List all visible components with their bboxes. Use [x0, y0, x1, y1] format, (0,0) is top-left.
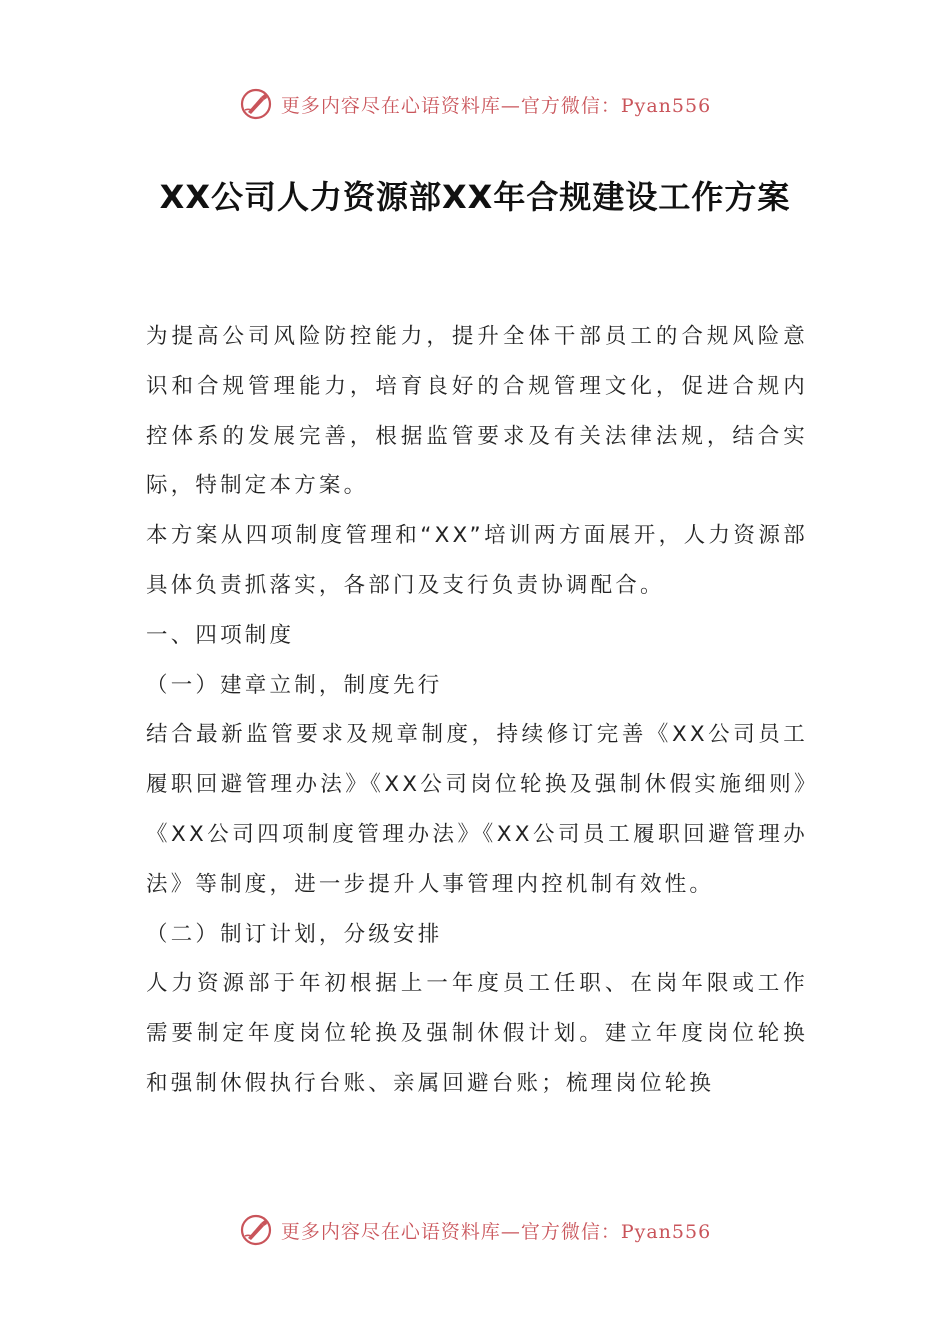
watermark-text: 更多内容尽在心语资料库—官方微信：Pyan556 [280, 1220, 712, 1243]
section-heading-1: 一、四项制度 [146, 622, 295, 648]
subsection-heading-1: （一）建章立制，制度先行 [146, 672, 443, 698]
pen-logo-icon [239, 1213, 273, 1247]
footer-watermark [0, 1208, 950, 1252]
paragraph-rules: 结合最新监管要求及规章制度，持续修订完善《XX公司员工履职回避管理办法》《XX公司岗位轮换及强制休假实施细则》《XX公司四项制度管理办法》《XX公司员工履职回避管理办法》等制度，进一步提升人事管理内控机制有效性。 [146, 722, 808, 897]
watermark-text: 更多内容尽在心语资料库—官方微信：Pyan556 [280, 94, 712, 117]
document-body [146, 312, 808, 1109]
pen-logo-icon [239, 87, 273, 121]
paragraph-intro: 为提高公司风险防控能力，提升全体干部员工的合规风险意识和合规管理能力，培育良好的合规管理文化，促进合规内控体系的发展完善，根据监管要求及有关法律法规，结合实际，特制定本方案。 [146, 324, 808, 499]
paragraph-scope: 本方案从四项制度管理和“XX”培训两方面展开，人力资源部具体负责抓落实，各部门及支行负责协调配合。 [146, 523, 808, 598]
paragraph-plan: 人力资源部于年初根据上一年度员工任职、在岗年限或工作需要制定年度岗位轮换及强制休假计划。建立年度岗位轮换和强制休假执行台账、亲属回避台账；梳理岗位轮换 [146, 971, 808, 1096]
document-title: XX公司人力资源部XX年合规建设工作方案 [159, 178, 791, 216]
subsection-heading-2: （二）制订计划，分级安排 [146, 921, 443, 947]
header-watermark [0, 82, 950, 126]
